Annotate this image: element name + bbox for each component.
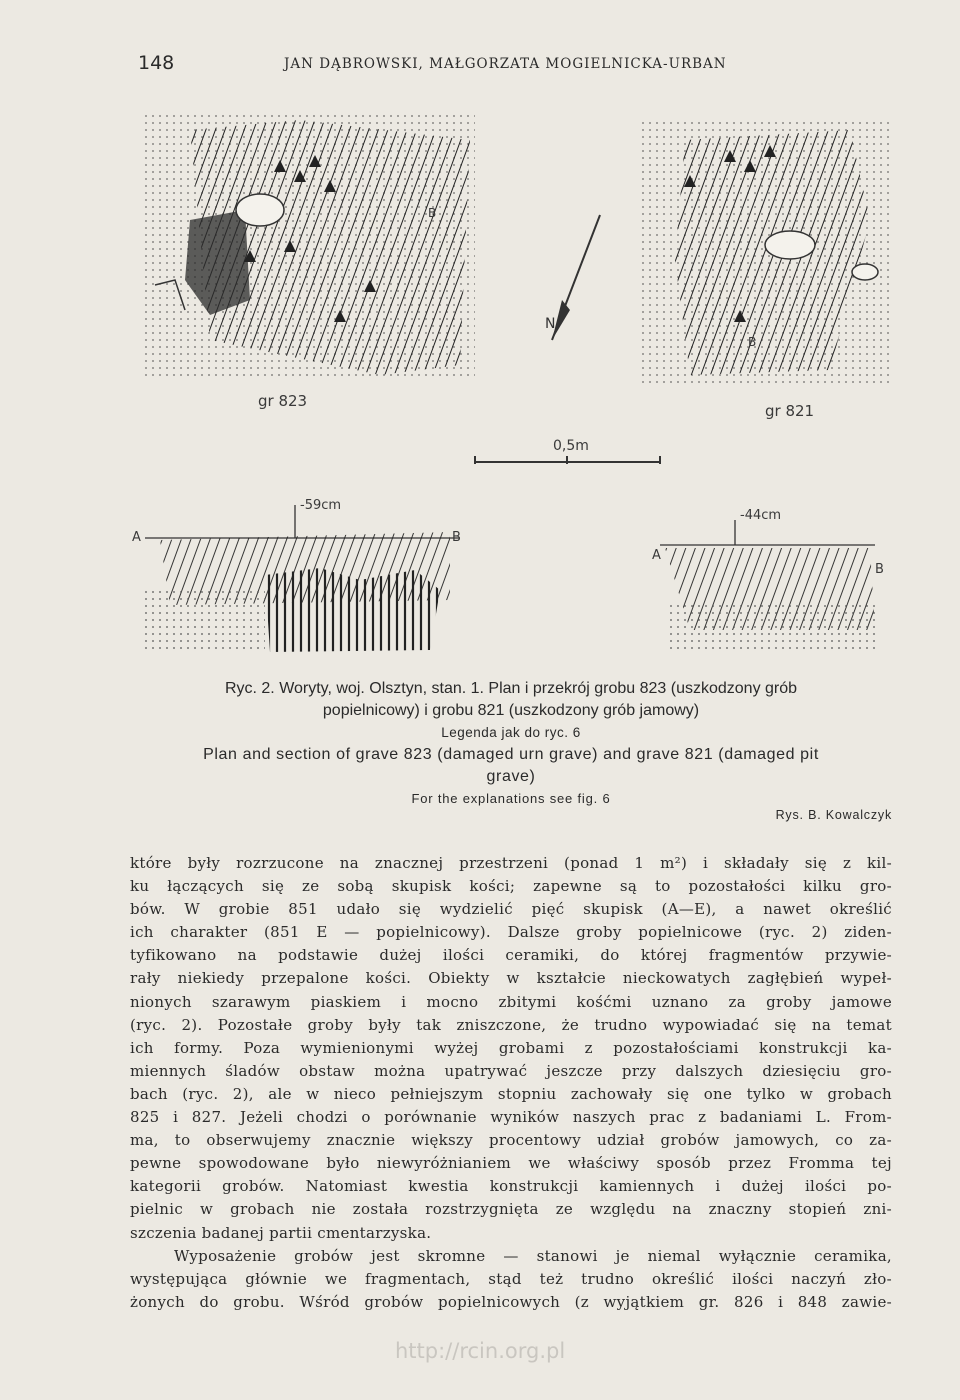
north-arrow — [545, 215, 600, 340]
caption-pl-line-3: Legenda jak do ryc. 6 — [441, 725, 581, 740]
caption-en-line-3: For the explanations see fig. 6 — [411, 791, 611, 806]
text-line: ich formy. Poza wymienionymi wyżej grobami z pozostałościami konstrukcji ka- — [130, 1038, 892, 1057]
section-821-a-label: A — [652, 548, 661, 563]
text-line: żonych do grobu. Wśród grobów popielnicowych (z wyjątkiem gr. 826 i 848 zawie- — [130, 1292, 892, 1311]
page-number: 148 — [138, 52, 175, 74]
section-823-a-label: A — [132, 530, 141, 545]
text-line: bów. W grobie 851 udało się wydzielić pięć skupisk (A—E), a nawet określić — [130, 900, 892, 919]
svg-text:N: N — [545, 316, 556, 332]
figure-grave-plans — [130, 100, 900, 670]
section-821-b-label: B — [875, 562, 884, 577]
text-line: 825 i 827. Jeżeli chodzi o porównanie wyników naszych prac z badaniami L. From- — [130, 1108, 892, 1127]
section-821-depth: -44cm — [740, 508, 782, 523]
plan-grave-823 — [145, 115, 475, 380]
text-line: szczenia badanej partii cmentarzyska. — [130, 1223, 432, 1242]
label-grave-821: gr 821 — [765, 402, 815, 420]
text-line: bach (ryc. 2), ale w nieco pełniejszym stopniu zachowały się one tylko w grobach — [130, 1084, 892, 1103]
text-line: ku łączących się ze sobą skupisk kości; zapewne są to pozostałości kilku gro- — [130, 877, 892, 896]
text-line: występująca głównie we fragmentach, stąd też trudno określić ilości naczyń zło- — [130, 1269, 892, 1288]
text-line: pewne spowodowane było niewyróżnianiem we właściwy sposób przez Fromma tej — [130, 1154, 892, 1173]
running-head: JAN DĄBROWSKI, MAŁGORZATA MOGIELNICKA-URBAN — [284, 56, 727, 72]
text-line: ma, to obserwujemy znacznie większy procentowy udział grobów jamowych, co za- — [130, 1131, 892, 1150]
section-823-b-label: B — [452, 530, 461, 545]
page-header — [138, 50, 898, 80]
caption-en-line-2: grave) — [486, 768, 536, 785]
text-line: Wyposażenie grobów jest skromne — stanowi je niemal wyłącznie ceramika, — [174, 1246, 892, 1265]
label-grave-823: gr 823 — [258, 392, 308, 410]
drawing-credit: Rys. B. Kowalczyk — [775, 808, 892, 822]
plan-grave-821 — [640, 120, 890, 385]
text-line: tyfikowano na podstawie dużej ilości ceramiki, do której fragmentów przywie- — [130, 946, 892, 965]
text-line: które były rozrzucone na znacznej przestrzeni (ponad 1 m²) i składały się z kil- — [130, 854, 892, 872]
section-823-depth: -59cm — [300, 498, 342, 513]
text-line: nionych szarawym piaskiem i mocno zbitymi kośćmi uznano za groby jamowe — [130, 992, 892, 1011]
text-line: miennych śladów obstaw można upatrywać jeszcze przy dalszych dziesięciu gro- — [130, 1061, 892, 1080]
body-text — [130, 852, 892, 1314]
text-line: ich charakter (851 E — popielnicowy). Dalsze groby popielnicowe (ryc. 2) ziden- — [130, 923, 892, 942]
caption-pl-line-2: popielnicowy) i grobu 821 (uszkodzony grób jamowy) — [322, 702, 700, 719]
plan-823-b-label: B — [428, 206, 437, 220]
caption-pl-line-1: Ryc. 2. Woryty, woj. Olsztyn, stan. 1. Plan i przekrój grobu 823 (uszkodzony grób — [224, 680, 798, 697]
plan-821-b-label: B — [748, 335, 757, 349]
text-line: (ryc. 2). Pozostałe groby były tak zniszczone, że trudno wypowiadać się na temat — [130, 1015, 892, 1034]
section-grave-823 — [145, 505, 460, 652]
text-line: rały niekiedy przepalone kości. Obiekty w kształcie nieckowatych zagłębień wypeł- — [130, 969, 892, 988]
figure-caption — [130, 678, 892, 810]
caption-en-line-1: Plan and section of grave 823 (damaged urn grave) and grave 821 (damaged pit — [203, 746, 819, 763]
text-line: pielnic w grobach nie została rozstrzygnięta ze względu na znaczny stopień zni- — [130, 1200, 892, 1219]
watermark: http://rcin.org.pl — [395, 1339, 566, 1363]
figure-drawing — [130, 100, 900, 670]
text-line: kategorii grobów. Natomiast kwestia konstrukcji kamiennych i dużej ilości po- — [130, 1177, 892, 1196]
scale-label: 0,5m — [553, 438, 589, 454]
section-grave-821 — [660, 520, 875, 652]
scale-bar — [475, 456, 660, 464]
